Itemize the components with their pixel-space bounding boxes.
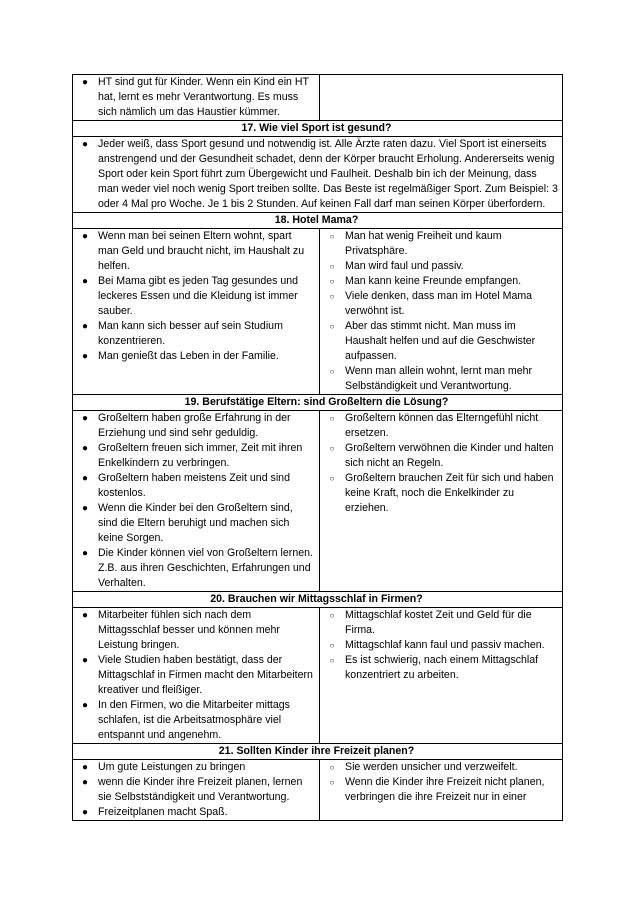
list-item: ● Großeltern haben große Erfahrung in der Erziehung und sind sehr geduldig. [75,411,315,441]
pro-list [75,760,315,820]
section-title: 19. Berufstätige Eltern: sind Großeltern die Lösung? [73,395,563,411]
section-title-row [73,395,563,411]
bullet-icon: ● [81,276,89,287]
section-title: 21. Sollten Kinder ihre Freizeit planen? [73,744,563,760]
section-title-row [73,213,563,229]
list-item: ● Die Kinder können viel von Großeltern lernen. Z.B. aus ihren Geschichten, Erfahrungen und Verhalten. [75,546,315,591]
list-item: ● Man kann sich besser auf sein Studium konzentrieren. [75,319,315,349]
pro-cell [73,608,320,744]
bullet-icon: ● [81,77,89,88]
list-item: ○ Sie werden unsicher und verzweifelt. [322,760,558,775]
list-item: ○ Wenn die Kinder ihre Freizeit nicht planen, verbringen die ihre Freizeit nur in einer [322,775,558,805]
table-row [73,760,563,821]
contra-cell [320,608,563,744]
section-title: 20. Brauchen wir Mittagsschlaf in Firmen? [73,592,563,608]
bullet-icon: ● [81,700,89,711]
table-row [73,229,563,395]
circle-bullet-icon: ○ [329,656,335,665]
pro-list [75,229,315,364]
section-title-row [73,744,563,760]
list-item: ○ Man hat wenig Freiheit und kaum Privatsphäre. [322,229,558,259]
table-row [73,75,563,121]
circle-bullet-icon: ○ [329,277,335,286]
table-row [73,137,563,213]
list-item: ○ Mittagschlaf kann faul und passiv machen. [322,638,558,653]
bullet-icon: ● [81,413,89,424]
opinion-list [75,137,558,212]
table-row [73,608,563,744]
contra-list [322,229,558,394]
list-item: ● Großeltern freuen sich immer, Zeit mit ihren Enkelkindern zu verbringen. [75,441,315,471]
circle-bullet-icon: ○ [329,474,335,483]
bullet-icon: ● [81,231,89,242]
list-item: ○ Mittagschlaf kostet Zeit und Geld für die Firma. [322,608,558,638]
list-item: ○ Man kann keine Freunde empfangen. [322,274,558,289]
list-item: ○ Wenn man allein wohnt, lernt man mehr Selbständigkeit und Verantwortung. [322,364,558,394]
pro-contra-table [72,74,563,821]
bullet-icon: ● [81,443,89,454]
bullet-icon: ● [81,548,89,559]
list-item: ● Um gute Leistungen zu bringen [75,760,315,775]
list-item: ○ Großeltern können das Elterngefühl nicht ersetzen. [322,411,558,441]
section-title-row [73,121,563,137]
circle-bullet-icon: ○ [329,641,335,650]
contra-cell [320,411,563,592]
bullet-icon: ● [81,762,89,773]
circle-bullet-icon: ○ [329,367,335,376]
contra-list [322,760,558,805]
bullet-icon: ● [81,503,89,514]
section-title: 17. Wie viel Sport ist gesund? [73,121,563,137]
list-item: ● Großeltern haben meistens Zeit und sind kostenlos. [75,471,315,501]
pro-cell [73,411,320,592]
full-width-cell [73,137,563,213]
pro-list [75,75,315,120]
contra-list [322,608,558,683]
circle-bullet-icon: ○ [329,611,335,620]
list-item: ○ Viele denken, dass man im Hotel Mama verwöhnt ist. [322,289,558,319]
bullet-icon: ● [81,777,89,788]
bullet-icon: ● [81,610,89,621]
list-item: ● Jeder weiß, dass Sport gesund und notwendig ist. Alle Ärzte raten dazu. Viel Sport ist einerseits anstrengend und der Gesundheit schadet, denn der Körper braucht Erholung. Andererseits wenig Sport oder kein Sport führt zum Übergewicht und Faulheit. Deshalb bin ich der Meinung, dass man weder viel noch wenig Sport treiben sollte. Das Beste ist regelmäßiger Sport. Zum Beispiel: 3 oder 4 Mal pro Woche. Je 1 bis 2 Stunden. Auf keinen Fall darf man seinen Körper überfordern. [75,137,558,212]
list-item: ● Bei Mama gibt es jeden Tag gesundes und leckeres Essen und die Kleidung ist immer sauber. [75,274,315,319]
bullet-icon: ● [81,351,89,362]
bullet-icon: ● [81,139,89,150]
contra-cell [320,75,563,121]
section-title-row [73,592,563,608]
list-item: ● Man genießt das Leben in der Familie. [75,349,315,364]
circle-bullet-icon: ○ [329,778,335,787]
circle-bullet-icon: ○ [329,763,335,772]
list-item: ● Wenn man bei seinen Eltern wohnt, spart man Geld und braucht nicht, im Haushalt zu helfen. [75,229,315,274]
pro-cell [73,75,320,121]
circle-bullet-icon: ○ [329,292,335,301]
list-item: ● wenn die Kinder ihre Freizeit planen, lernen sie Selbstständigkeit und Verantwortung. [75,775,315,805]
pro-list [75,608,315,743]
pro-cell [73,229,320,395]
list-item: ○ Man wird faul und passiv. [322,259,558,274]
circle-bullet-icon: ○ [329,232,335,241]
list-item: ○ Großeltern verwöhnen die Kinder und halten sich nicht an Regeln. [322,441,558,471]
list-item: ● Mitarbeiter fühlen sich nach dem Mittagsschlaf besser und können mehr Leistung bringen. [75,608,315,653]
list-item: ● HT sind gut für Kinder. Wenn ein Kind ein HT hat, lernt es mehr Verantwortung. Es muss sich nämlich um das Haustier kümmer. [75,75,315,120]
bullet-icon: ● [81,807,89,818]
circle-bullet-icon: ○ [329,414,335,423]
circle-bullet-icon: ○ [329,262,335,271]
list-item: ○ Aber das stimmt nicht. Man muss im Haushalt helfen und auf die Geschwister aufpassen. [322,319,558,364]
contra-cell [320,760,563,821]
list-item: ● Wenn die Kinder bei den Großeltern sind, sind die Eltern beruhigt und machen sich keine Sorgen. [75,501,315,546]
contra-cell [320,229,563,395]
list-item: ○ Es ist schwierig, nach einem Mittagschlaf konzentriert zu arbeiten. [322,653,558,683]
section-title: 18. Hotel Mama? [73,213,563,229]
table-row [73,411,563,592]
bullet-icon: ● [81,655,89,666]
pro-cell [73,760,320,821]
circle-bullet-icon: ○ [329,322,335,331]
bullet-icon: ● [81,321,89,332]
list-item: ● In den Firmen, wo die Mitarbeiter mittags schlafen, ist die Arbeitsatmosphäre viel entspannt und angenehm. [75,698,315,743]
list-item: ○ Großeltern brauchen Zeit für sich und haben keine Kraft, noch die Enkelkinder zu erziehen. [322,471,558,516]
bullet-icon: ● [81,473,89,484]
list-item: ● Freizeitplanen macht Spaß. [75,805,315,820]
circle-bullet-icon: ○ [329,444,335,453]
pro-list [75,411,315,591]
contra-list [322,411,558,516]
list-item: ● Viele Studien haben bestätigt, dass der Mittagschlaf in Firmen macht den Mitarbeitern kreativer und fleißiger. [75,653,315,698]
